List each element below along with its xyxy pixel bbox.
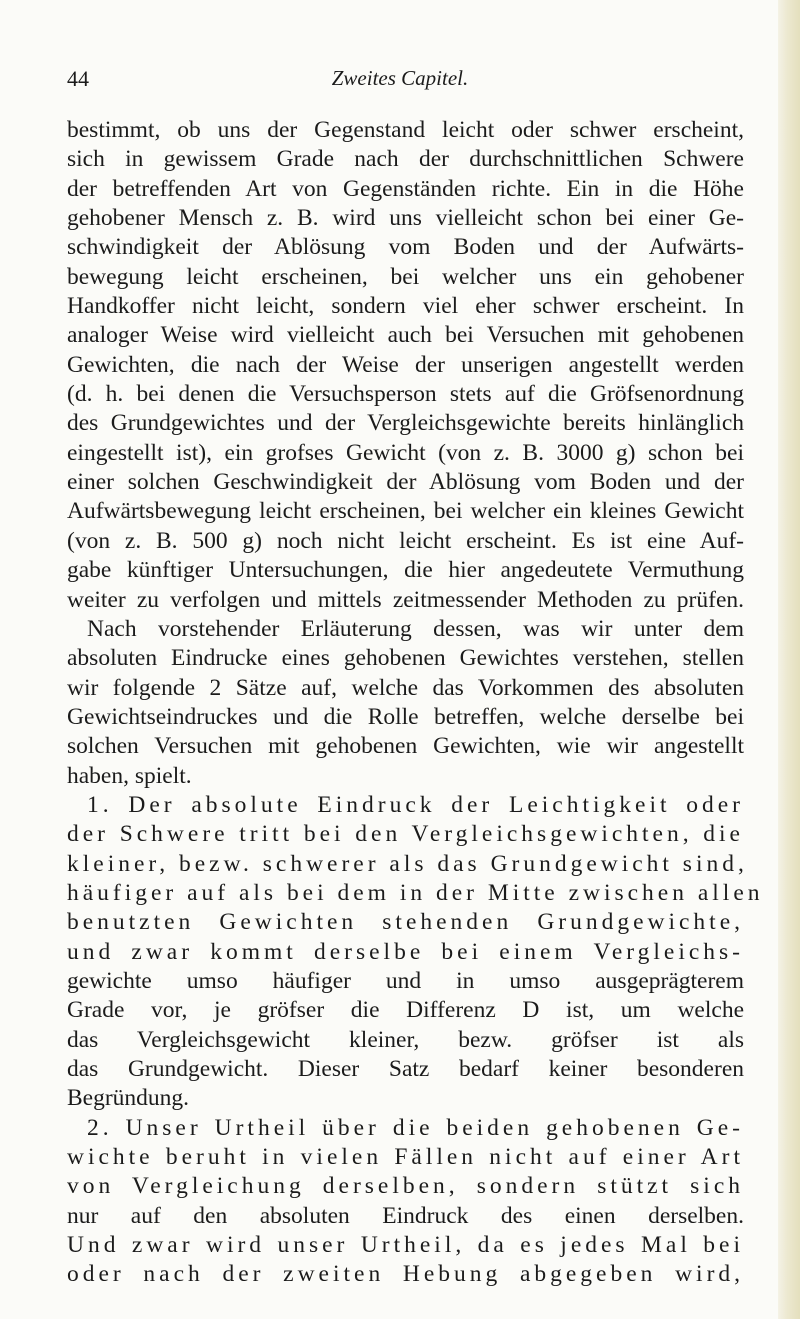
text-line: wichte beruht in vielen Fällen nicht auf einer Art (67, 1144, 744, 1171)
text-line: bewegung leicht erscheinen, bei welcher uns ein gehobener (67, 263, 744, 290)
page-edge (778, 0, 800, 1319)
text-line: einer solchen Geschwindigkeit der Ablösung vom Boden und der (67, 469, 744, 496)
text-line: gabe künftiger Untersuchungen, die hier angedeutete Vermuthung (67, 557, 744, 584)
text-line: 1. Der absolute Eindruck der Leichtigkeit oder (87, 791, 744, 818)
text-line: analoger Weise wird vielleicht auch bei Versuchen mit gehobenen (67, 322, 744, 349)
text-line: gehobener Mensch z. B. wird uns vielleicht schon bei einer Ge- (67, 205, 744, 232)
text-line: der betreffenden Art von Gegenständen richte. Ein in die Höhe (67, 175, 744, 202)
text-line: solchen Versuchen mit gehobenen Gewichten, wie wir angestellt (67, 733, 744, 760)
text-line: Gewichten, die nach der Weise der unserigen angestellt werden (67, 351, 744, 378)
text-line: Und zwar wird unser Urtheil, da es jedes Mal bei (67, 1232, 744, 1259)
text-line: oder nach der zweiten Hebung abgegeben wird, (67, 1261, 744, 1288)
text-line: 2. Unser Urtheil über die beiden gehobenen Ge- (87, 1114, 744, 1141)
text-line: wir folgende 2 Sätze auf, welche das Vorkommen des absoluten (67, 674, 744, 701)
text-line: (d. h. bei denen die Versuchsperson stets auf die Gröfsenordnung (67, 381, 744, 408)
text-line: (von z. B. 500 g) noch nicht leicht erscheint. Es ist eine Auf- (67, 527, 744, 554)
text-line: benutzten Gewichten stehenden Grundgewichte, (67, 909, 744, 936)
text-line: sich in gewissem Grade nach der durchschnittlichen Schwere (67, 146, 744, 173)
text-line: bestimmt, ob uns der Gegenstand leicht oder schwer erscheint, (67, 117, 744, 143)
text-line: haben, spielt. (67, 762, 192, 789)
text-line: das Vergleichsgewicht kleiner, bezw. gröfser ist als (67, 1026, 744, 1053)
text-line: von Vergleichung derselben, sondern stützt sich (67, 1173, 744, 1200)
text-line: das Grundgewicht. Dieser Satz bedarf keiner besonderen (67, 1056, 744, 1082)
text-line: Grade vor, je gröfser die Differenz D ist, um welche (67, 997, 744, 1024)
body-text (67, 116, 764, 1290)
text-line: häufiger auf als bei dem in der Mitte zwischen allen (67, 879, 764, 906)
text-line: kleiner, bezw. schwerer als das Grundgewicht sind, (67, 850, 748, 877)
text-line: Aufwärtsbewegung leicht erscheinen, bei welcher ein kleines Gewicht (67, 498, 744, 525)
running-head: Zweites Capitel. (331, 66, 469, 90)
text-line: Begründung. (67, 1085, 190, 1112)
text-line: der Schwere tritt bei den Vergleichsgewichten, die (67, 821, 744, 848)
text-line: Gewichtseindruckes und die Rolle betreffen, welche derselbe bei (67, 703, 744, 730)
text-line: eingestellt ist), ein grofses Gewicht (von z. B. 3000 g) schon bei (67, 439, 744, 466)
text-line: schwindigkeit der Ablösung vom Boden und der Aufwärts- (67, 234, 744, 261)
text-line: nur auf den absoluten Eindruck des einen derselben. (67, 1202, 744, 1229)
page-header (0, 60, 800, 100)
page-number: 44 (67, 66, 89, 91)
text-line: Nach vorstehender Erläuterung dessen, was wir unter dem (87, 615, 744, 642)
text-line: absoluten Eindrucke eines gehobenen Gewichtes verstehen, stellen (67, 645, 744, 672)
text-line: des Grundgewichtes und der Vergleichsgewichte bereits hinlänglich (67, 410, 744, 437)
text-line: und zwar kommt derselbe bei einem Vergleichs- (67, 938, 744, 965)
text-line: weiter zu verfolgen und mittels zeitmessender Methoden zu prüfen. (67, 586, 744, 613)
text-line: gewichte umso häufiger und in umso ausgeprägterem (67, 967, 744, 994)
text-line: Handkoffer nicht leicht, sondern viel eher schwer erscheint. In (67, 293, 744, 320)
